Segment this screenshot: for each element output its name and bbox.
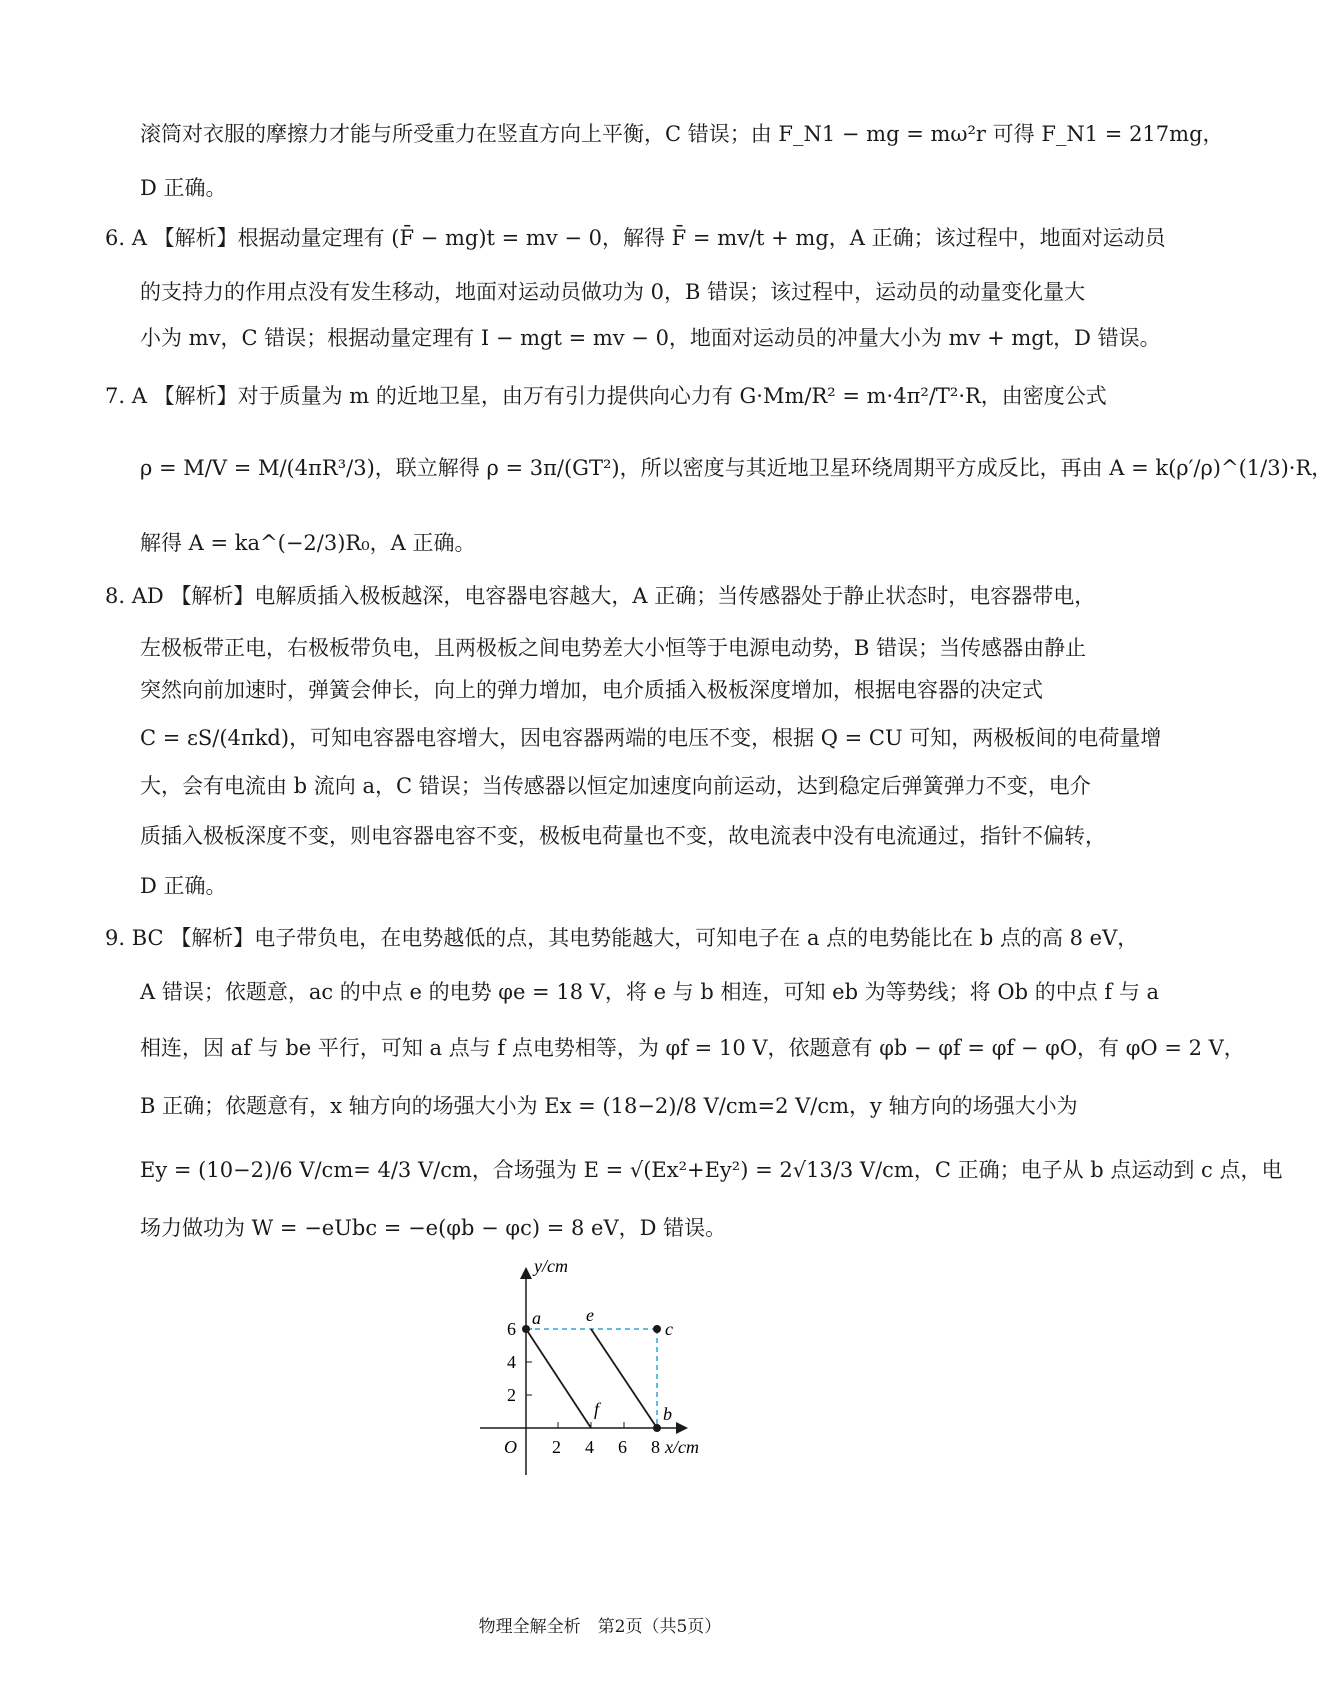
point-c — [653, 1325, 661, 1333]
item-answer: A — [131, 226, 147, 250]
item-answer: AD — [131, 584, 164, 608]
item-number: 7. — [105, 384, 126, 408]
text-line: C = εS/(4πkd)，可知电容器电容增大，因电容器两端的电压不变，根据 Q = CU 可知，两极板间的电荷量增 — [140, 726, 1162, 750]
text-line: 左极板带正电，右极板带负电，且两极板之间电势差大小恒等于电源电动势，B 错误；当传感器由静止 — [140, 636, 1087, 660]
item-answer: BC — [131, 926, 164, 950]
text-line: 6. A 【解析】根据动量定理有 (F̄ − mg)t = mv − 0，解得 F̄ = mv/t + mg，A 正确；该过程中，地面对运动员 — [105, 226, 1166, 250]
point-label: e — [586, 1305, 594, 1325]
y-axis-label: y/cm — [534, 1256, 568, 1276]
text-line: 场力做功为 W = −eUbc = −e(φb − φc) = 8 eV，D 错误。 — [140, 1216, 727, 1240]
line-eb — [591, 1329, 657, 1428]
item-number: 6. — [105, 226, 126, 250]
item-answer: A — [131, 384, 147, 408]
point-label: c — [665, 1319, 673, 1339]
point-b — [653, 1424, 661, 1432]
x-tick-label: 2 — [552, 1437, 561, 1457]
text-line: D 正确。 — [140, 176, 227, 200]
point-a — [522, 1325, 530, 1333]
text-line: A 错误；依题意，ac 的中点 e 的电势 φe = 18 V，将 e 与 b 相连，可知 eb 为等势线；将 Ob 的中点 f 与 a — [140, 980, 1160, 1004]
text-line: 滚筒对衣服的摩擦力才能与所受重力在竖直方向上平衡，C 错误；由 F_N1 − mg = mω²r 可得 F_N1 = 217mg， — [140, 122, 1224, 146]
text-line: 7. A 【解析】对于质量为 m 的近地卫星，由万有引力提供向心力有 G·Mm/R² = m·4π²/T²·R，由密度公式 — [105, 384, 1107, 408]
item-number: 9. — [105, 926, 126, 950]
text-line: 小为 mv，C 错误；根据动量定理有 I − mgt = mv − 0，地面对运动员的冲量大小为 mv + mgt，D 错误。 — [140, 326, 1161, 350]
y-tick-label: 2 — [507, 1385, 516, 1405]
text-line: 8. AD 【解析】电解质插入极板越深，电容器电容越大，A 正确；当传感器处于静止状态时，电容器带电， — [105, 584, 1096, 608]
text-line: B 正确；依题意有，x 轴方向的场强大小为 Ex = (18−2)/8 V/cm=2 V/cm，y 轴方向的场强大小为 — [140, 1094, 1078, 1118]
page-footer: 物理全解全析 第2页（共5页） — [478, 1617, 722, 1637]
text-line: 的支持力的作用点没有发生移动，地面对运动员做功为 0，B 错误；该过程中，运动员的动量变化量大 — [140, 280, 1086, 304]
x-tick-label: 6 — [618, 1437, 627, 1457]
x-tick-label: 8 — [651, 1437, 660, 1457]
text-line: 9. BC 【解析】电子带负电，在电势越低的点，其电势能越大，可知电子在 a 点的电势能比在 b 点的高 8 eV， — [105, 926, 1139, 950]
text-line: Ey = (10−2)/6 V/cm= 4/3 V/cm，合场强为 E = √(Ex²+Ey²) = 2√13/3 V/cm，C 正确；电子从 b 点运动到 c 点，电 — [140, 1158, 1283, 1182]
text-line: 突然向前加速时，弹簧会伸长，向上的弹力增加，电介质插入极板深度增加，根据电容器的决定式 — [140, 678, 1043, 702]
x-tick-label: 4 — [585, 1437, 594, 1457]
text-line: ρ = M/V = M/(4πR³/3)，联立解得 ρ = 3π/(GT²)，所以密度与其近地卫星环绕周期平方成反比，再由 A = k(ρ′/ρ)^(1/3)·R， — [140, 456, 1332, 480]
origin-label: O — [504, 1437, 517, 1457]
text-line: 解得 A = ka^(−2/3)R₀，A 正确。 — [140, 531, 476, 555]
item-number: 8. — [105, 584, 126, 608]
y-tick-label: 6 — [507, 1319, 516, 1339]
point-label: f — [594, 1399, 600, 1419]
potential-diagram — [460, 1250, 730, 1490]
y-tick-label: 4 — [507, 1352, 516, 1372]
text-line: 相连，因 af 与 be 平行，可知 a 点与 f 点电势相等，为 φf = 10 V，依题意有 φb − φf = φf − φO，有 φO = 2 V， — [140, 1036, 1245, 1060]
line-af — [526, 1329, 591, 1428]
point-label: a — [532, 1308, 541, 1328]
x-axis-label: x/cm — [665, 1437, 699, 1457]
text-line: 大，会有电流由 b 流向 a，C 错误；当传感器以恒定加速度向前运动，达到稳定后弹簧弹力不变，电介 — [140, 774, 1091, 798]
point-label: b — [663, 1404, 672, 1424]
text-line: D 正确。 — [140, 874, 227, 898]
text-line: 质插入极板深度不变，则电容器电容不变，极板电荷量也不变，故电流表中没有电流通过，指针不偏转， — [140, 824, 1106, 848]
